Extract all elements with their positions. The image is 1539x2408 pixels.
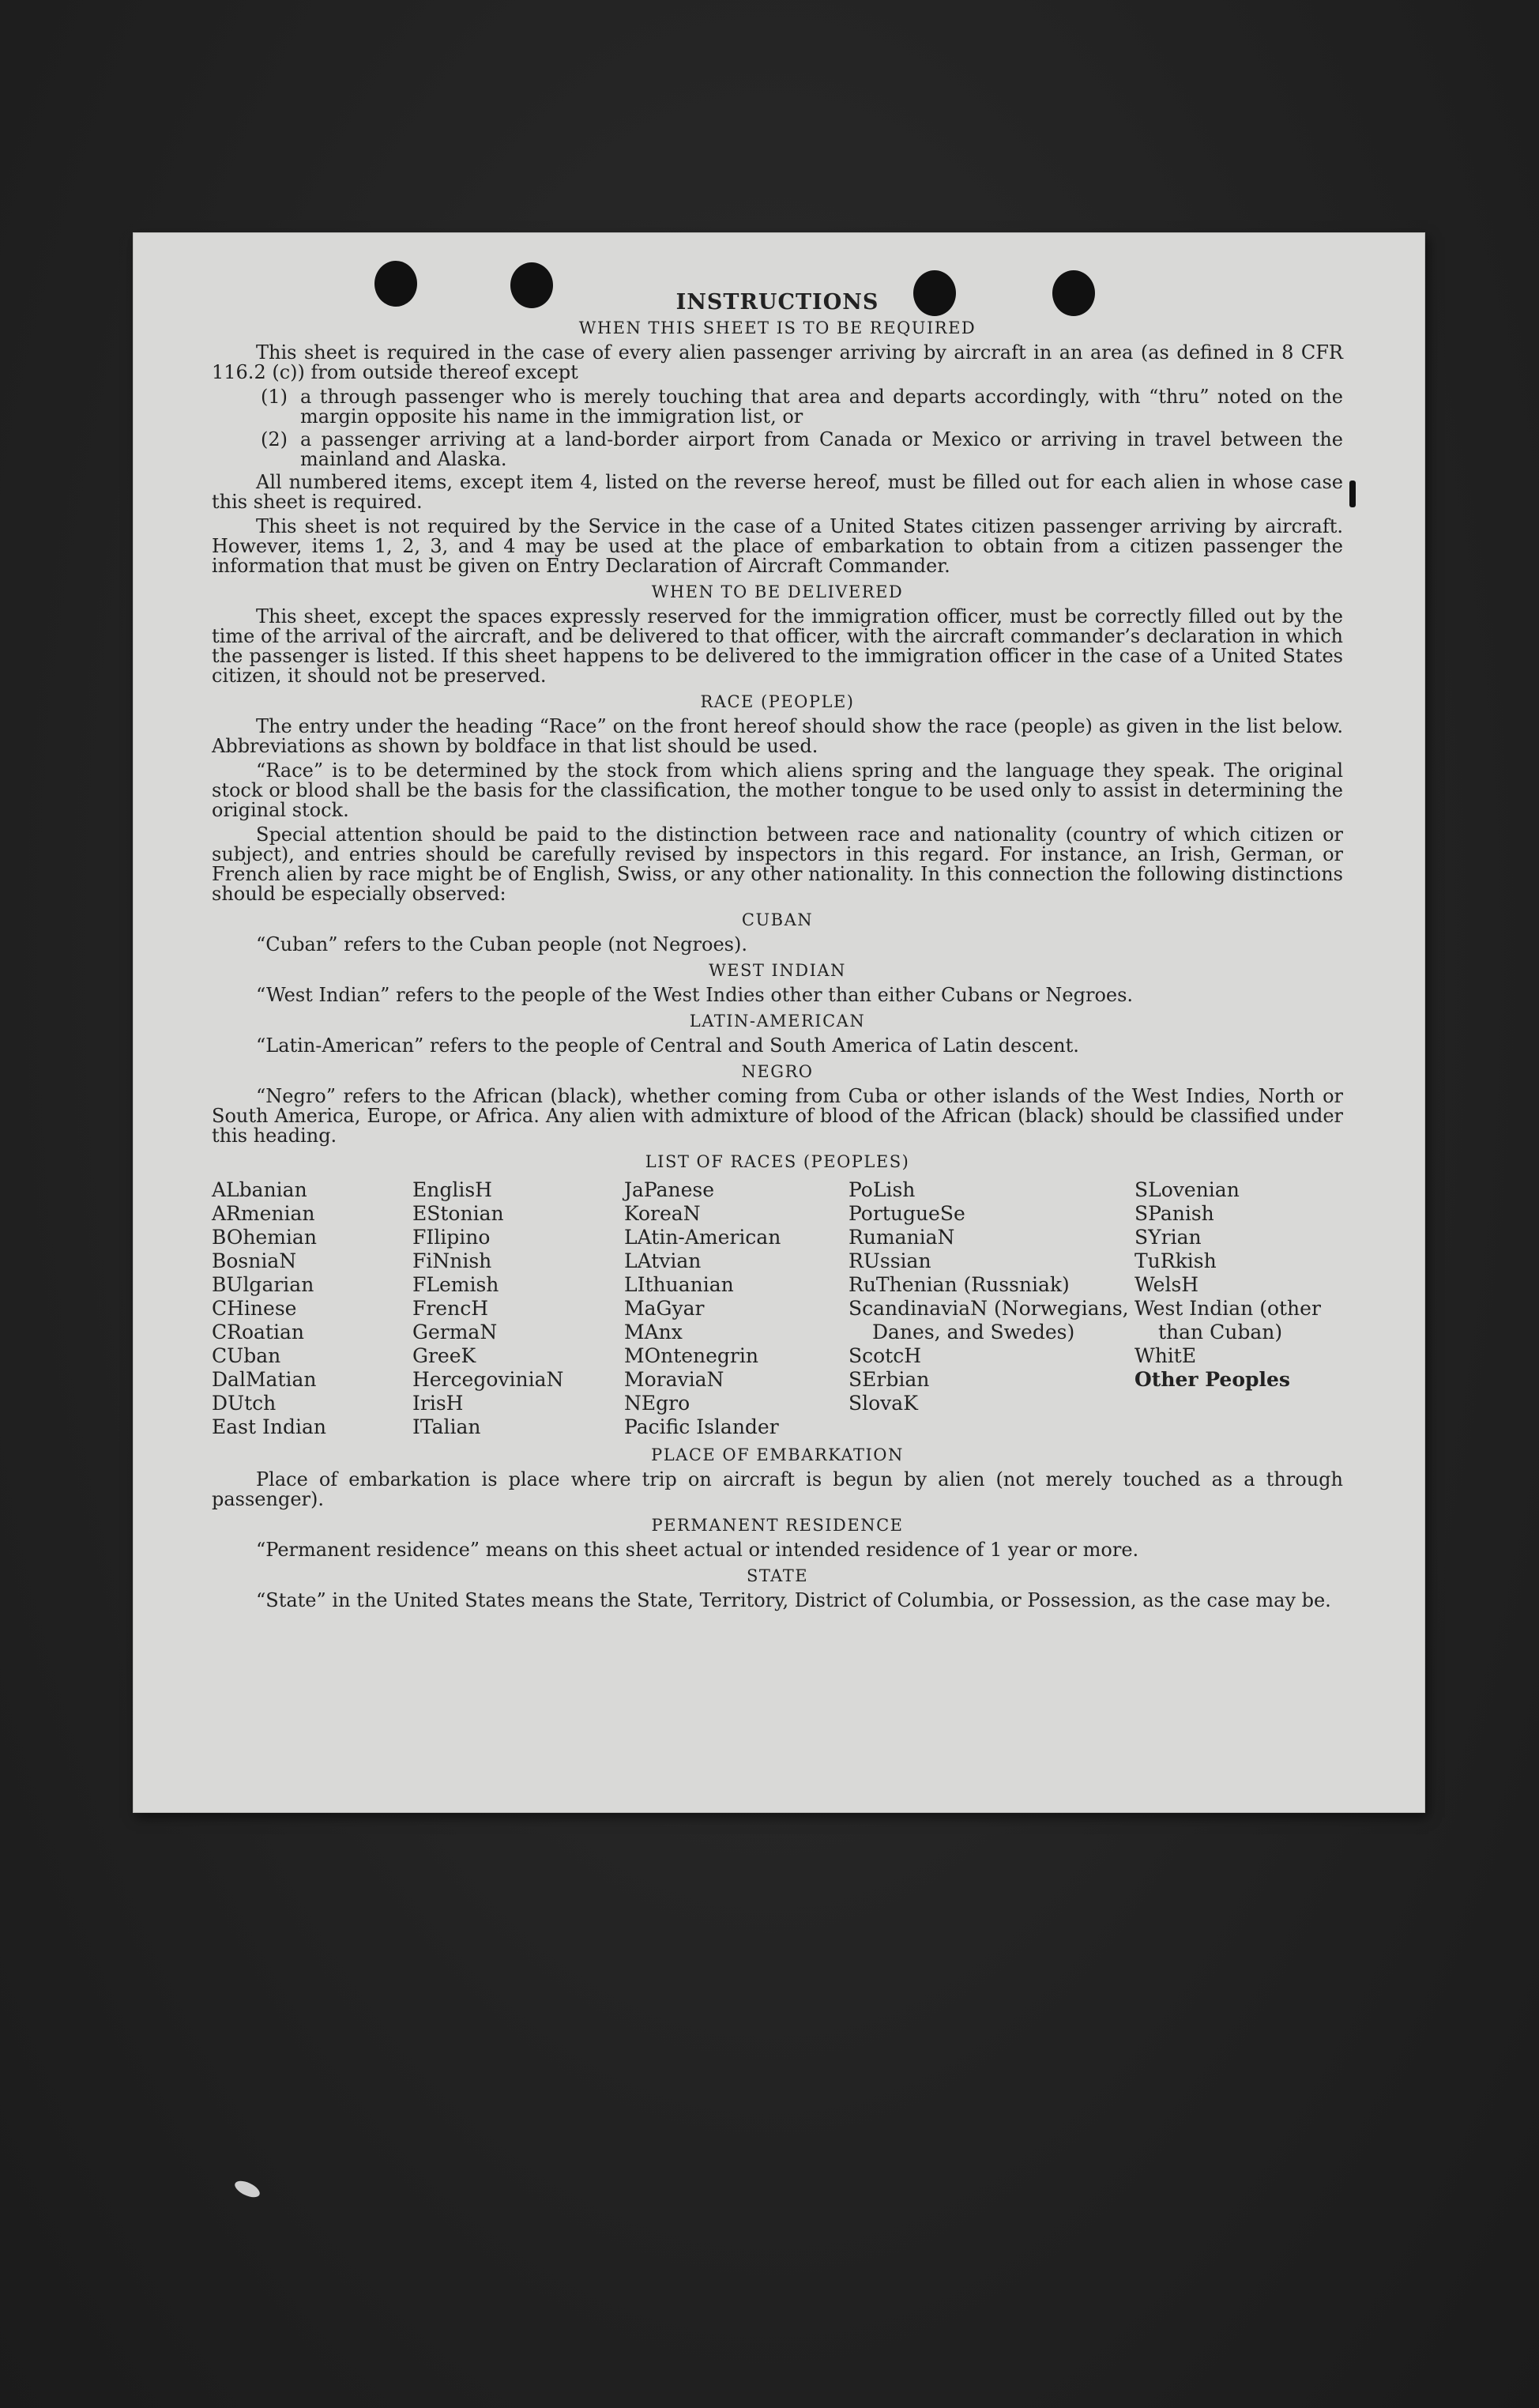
race-entry: BosniaN [212,1249,297,1272]
paragraph: Place of embarkation is place where trip on aircraft is begun by alien (not merely touched as a through passenger). [212,1468,1343,1510]
race-entry: ARmenian [212,1202,315,1225]
list-item [212,387,1343,427]
race-entry: RumaniaN [849,1226,955,1249]
race-entry: SlovaK [849,1392,918,1415]
race-entry: MAnx [624,1321,683,1343]
race-entry: LAtvian [624,1249,702,1272]
paragraph: “Cuban” refers to the Cuban people (not Negroes). [256,933,747,955]
race-entry: BOhemian [212,1226,317,1249]
race-entry: ScotcH [849,1344,922,1367]
races-column-2 [412,1178,624,1439]
race-entry: NEgro [624,1392,690,1415]
race-entry: IrisH [412,1392,464,1415]
race-entry: MOntenegrin [624,1344,758,1367]
section-heading: LATIN-AMERICAN [689,1012,866,1031]
race-entry: PortugueSe [849,1202,965,1225]
race-entry: RUssian [849,1249,931,1272]
list-item [212,430,1343,469]
race-entry: TuRkish [1134,1249,1217,1272]
item-text: a passenger arriving at a land-border airport from Canada or Mexico or arriving in travel between the mainland and Alaska. [300,428,1343,470]
paragraph: “Permanent residence” means on this sheet actual or intended residence of 1 year or more. [256,1539,1139,1561]
section-heading: PLACE OF EMBARKATION [651,1445,904,1464]
document-sheet [133,232,1425,1813]
race-entry: EnglisH [412,1178,492,1201]
page-title: INSTRUCTIONS [675,290,879,315]
race-entry: PoLish [849,1178,916,1201]
paragraph: “West Indian” refers to the people of the West Indies other than either Cubans or Negroes. [256,984,1134,1006]
race-entry: WhitE [1134,1344,1197,1367]
race-entry: LAtin-American [624,1226,781,1249]
race-entry: KoreaN [624,1202,701,1225]
race-entry: FIlipino [412,1226,491,1249]
section-heading: RACE (PEOPLE) [700,692,855,711]
race-entry: MaGyar [624,1297,705,1320]
race-entry: CHinese [212,1297,297,1320]
item-text: a through passenger who is merely touching that area and departs accordingly, with “thru” noted on the margin opposite his name in the immigration list, or [300,386,1343,428]
section-heading: WEST INDIAN [709,961,846,980]
paragraph: “Race” is to be determined by the stock from which aliens spring and the language they speak. The original stock or blood shall be the basis for the classification, the mother tongue to be used only to assist in determining the original stock. [212,759,1343,821]
paragraph: This sheet is required in the case of every alien passenger arriving by aircraft in an area (as defined in 8 CFR 116.2 (c)) from outside thereof except [212,341,1343,383]
race-entry: ScandinaviaN (Norwegians, Danes, and Swedes) [849,1297,1129,1343]
races-column-5 [1134,1178,1343,1439]
race-entry: CUban [212,1344,281,1367]
section-heading: NEGRO [741,1062,814,1081]
race-entry: SPanish [1134,1202,1214,1225]
race-entry: JaPanese [624,1178,715,1201]
paragraph: This sheet, except the spaces expressly reserved for the immigration officer, must be correctly filled out by the time of the arrival of the aircraft, and be delivered to that officer, with the aircraft commander’s declaration in which the passenger is listed. If this sheet happens to be delivered to the immigration officer in the case of a United States citizen, it should not be preserved. [212,605,1343,687]
margin-mark [1349,480,1356,507]
section-heading: WHEN THIS SHEET IS TO BE REQUIRED [578,318,976,337]
item-number: (2) [261,428,288,450]
section-heading: STATE [746,1566,809,1585]
race-entry: FrencH [412,1297,488,1320]
paragraph: The entry under the heading “Race” on the front hereof should show the race (people) as given in the list below. Abbreviations as shown by boldface in that list should be used. [212,715,1343,757]
race-entry: SYrian [1134,1226,1202,1249]
race-entry: GermaN [412,1321,498,1343]
paragraph: Special attention should be paid to the distinction between race and nationality (country of which citizen or subject), and entries should be carefully revised by inspectors in this regard. For instance, an Irish, German, or French alien by race might be of English, Swiss, or any other nationality. In this connection the following distinctions should be especially observed: [212,823,1343,905]
paragraph: All numbered items, except item 4, listed on the reverse hereof, must be filled out for each alien in whose case this sheet is required. [212,471,1343,513]
race-entry: Other Peoples [1134,1368,1290,1391]
paragraph: “State” in the United States means the State, Territory, District of Columbia, or Possession, as the case may be. [256,1589,1331,1611]
race-entry: ALbanian [212,1178,307,1201]
race-entry: BUlgarian [212,1273,314,1296]
race-entry: FiNnish [412,1249,492,1272]
race-entry: LIthuanian [624,1273,734,1296]
race-entry: FLemish [412,1273,499,1296]
section-heading: PERMANENT RESIDENCE [651,1516,904,1535]
races-column-3 [624,1178,849,1439]
section-heading: LIST OF RACES (PEOPLES) [645,1152,910,1171]
races-column-1 [212,1178,412,1439]
instructions-content [212,292,1343,1615]
race-entry: DUtch [212,1392,277,1415]
races-column-4 [849,1178,1134,1439]
race-entry: HercegoviniaN [412,1368,564,1391]
paragraph: “Negro” refers to the African (black), whether coming from Cuba or other islands of the West Indies, North or South America, Europe, or Africa. Any alien with admixture of blood of the African (black) should be classified under this heading. [212,1085,1343,1147]
race-entry: EStonian [412,1202,504,1225]
paragraph: This sheet is not required by the Service in the case of a United States citizen passenger arriving by aircraft. However, items 1, 2, 3, and 4 may be used at the place of embarkation to obtain from a citizen passenger the information that must be given on Entry Declaration of Aircraft Commander. [212,515,1343,577]
race-entry: ITalian [412,1415,481,1438]
race-entry: DalMatian [212,1368,317,1391]
section-heading: WHEN TO BE DELIVERED [651,582,904,601]
race-entry: WelsH [1134,1273,1199,1296]
race-entry: Pacific Islander [624,1415,779,1438]
races-list [212,1178,1343,1439]
section-heading: CUBAN [741,910,814,929]
race-entry: West Indian (other than Cuban) [1134,1297,1321,1343]
race-entry: SLovenian [1134,1178,1240,1201]
race-entry: GreeK [412,1344,476,1367]
race-entry: MoraviaN [624,1368,724,1391]
paragraph: “Latin-American” refers to the people of Central and South America of Latin descent. [256,1034,1079,1057]
race-entry: SErbian [849,1368,930,1391]
race-entry: RuThenian (Russniak) [849,1273,1070,1296]
race-entry: East Indian [212,1415,326,1438]
item-number: (1) [261,386,288,408]
race-entry: CRoatian [212,1321,304,1343]
